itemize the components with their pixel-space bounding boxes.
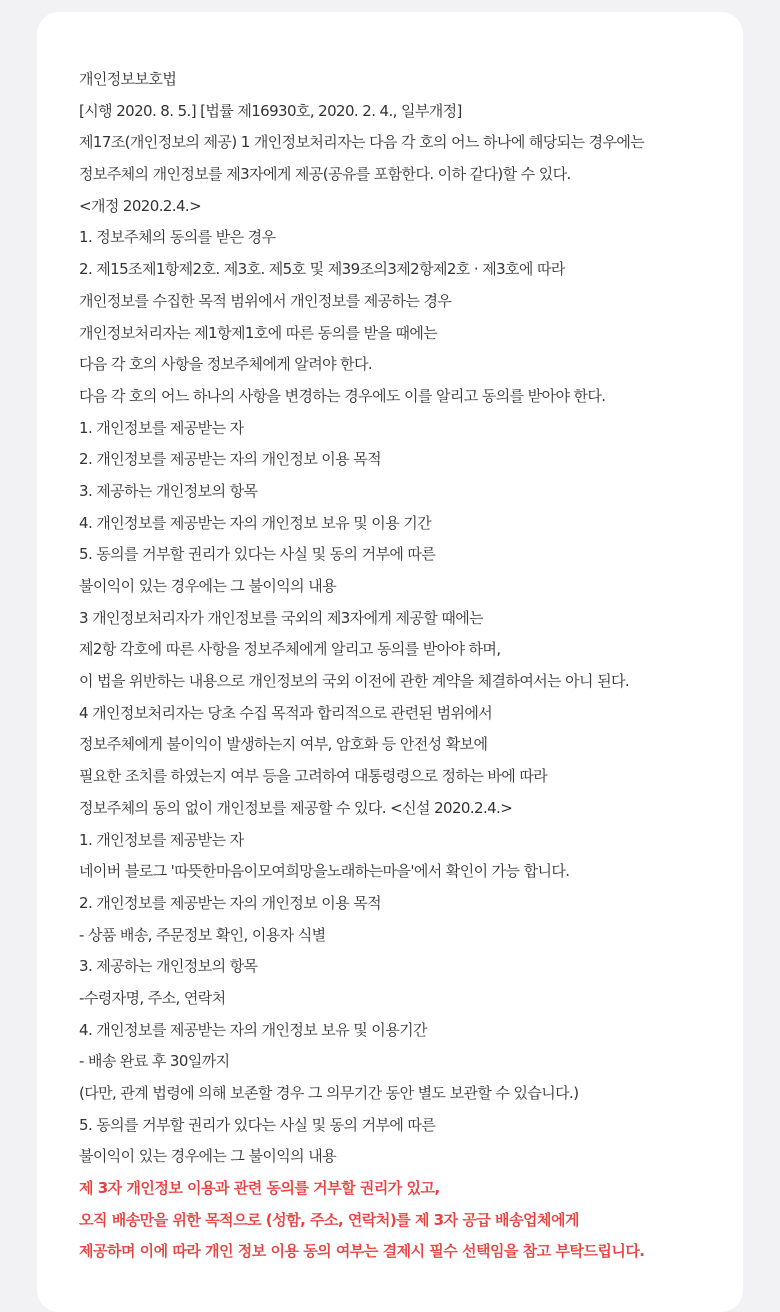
- document-line: 3. 제공하는 개인정보의 항목: [79, 481, 258, 500]
- document-line: 이 법을 위반하는 내용으로 개인정보의 국외 이전에 관한 계약을 체결하여서는 아니 된다.: [79, 672, 630, 691]
- document-line: 5. 동의를 거부할 권리가 있다는 사실 및 동의 거부에 따른: [79, 545, 436, 564]
- document-line: 다음 각 호의 어느 하나의 사항을 변경하는 경우에도 이를 알리고 동의를 받아야 한다.: [79, 386, 606, 405]
- document-line: 제2항 각호에 따른 사항을 정보주체에게 알리고 동의를 받아야 하며,: [79, 640, 501, 659]
- document-line: 불이익이 있는 경우에는 그 불이익의 내용: [79, 577, 336, 595]
- document-line: (다만, 관계 법령에 의해 보존할 경우 그 의무기간 동안 별도 보관할 수 있습니다.): [79, 1084, 579, 1102]
- document-line: 정보주체에게 불이익이 발생하는지 여부, 암호화 등 안전성 확보에: [79, 735, 488, 754]
- document-line: 3 개인정보처리자가 개인정보를 국외의 제3자에게 제공할 때에는: [79, 608, 484, 627]
- document-line: 필요한 조치를 하였는지 여부 등을 고려하여 대통령령으로 정하는 바에 따라: [79, 767, 548, 786]
- document-line: 네이버 블로그 '따뜻한마음이모여희망을노래하는마을'에서 확인이 가능 합니다.: [79, 862, 570, 881]
- notice-line: 제 3자 개인정보 이용과 관련 동의를 거부할 권리가 있고,: [79, 1179, 440, 1198]
- document-line: 정보주체의 동의 없이 개인정보를 제공할 수 있다. <신설 2020.2.4.>: [79, 798, 513, 817]
- document-line: 정보주체의 개인정보를 제3자에게 제공(공유를 포함한다. 이하 같다)할 수 있다.: [79, 165, 571, 184]
- document-line: 5. 동의를 거부할 권리가 있다는 사실 및 동의 거부에 따른: [79, 1115, 436, 1134]
- document-line: - 배송 완료 후 30일까지: [79, 1052, 230, 1071]
- document-line: [시행 2020. 8. 5.] [법률 제16930호, 2020. 2. 4., 일부개정]: [79, 101, 462, 120]
- document-line: 제17조(개인정보의 제공) 1 개인정보처리자는 다음 각 호의 어느 하나에 해당되는 경우에는: [79, 133, 645, 152]
- document-line: 1. 정보주체의 동의를 받은 경우: [79, 228, 276, 247]
- document-line: 2. 개인정보를 제공받는 자의 개인정보 이용 목적: [79, 450, 382, 469]
- document-line: 개인정보보호법: [79, 70, 177, 88]
- document-line: 4 개인정보처리자는 당초 수집 목적과 합리적으로 관련된 범위에서: [79, 703, 493, 722]
- document-line: 1. 개인정보를 제공받는 자: [79, 830, 244, 849]
- document-line: <개정 2020.2.4.>: [79, 196, 202, 215]
- document-body: [79, 64, 739, 1268]
- document-line: 1. 개인정보를 제공받는 자: [79, 418, 244, 437]
- document-line: 4. 개인정보를 제공받는 자의 개인정보 보유 및 이용 기간: [79, 513, 432, 532]
- document-line: 다음 각 호의 사항을 정보주체에게 알려야 한다.: [79, 355, 373, 374]
- document-line: 4. 개인정보를 제공받는 자의 개인정보 보유 및 이용기간: [79, 1020, 427, 1039]
- document-line: - 상품 배송, 주문정보 확인, 이용자 식별: [79, 925, 326, 944]
- document-line: -수령자명, 주소, 연락처: [79, 988, 226, 1007]
- document-line: 개인정보처리자는 제1항제1호에 따른 동의를 받을 때에는: [79, 323, 438, 342]
- document-line: 2. 개인정보를 제공받는 자의 개인정보 이용 목적: [79, 893, 382, 912]
- notice-line: 오직 배송만을 위한 목적으로 (성함, 주소, 연락처)를 제 3자 공급 배송업체에게: [79, 1210, 579, 1229]
- document-line: 개인정보를 수집한 목적 범위에서 개인정보를 제공하는 경우: [79, 291, 452, 310]
- notice-line: 제공하며 이에 따라 개인 정보 이용 동의 여부는 결제시 필수 선택임을 참고 부탁드립니다.: [79, 1242, 645, 1261]
- document-line: 3. 제공하는 개인정보의 항목: [79, 957, 258, 976]
- document-line: 2. 제15조제1항제2호. 제3호. 제5호 및 제39조의3제2항제2호 · 제3호에 따라: [79, 260, 565, 279]
- document-line: 불이익이 있는 경우에는 그 불이익의 내용: [79, 1147, 336, 1166]
